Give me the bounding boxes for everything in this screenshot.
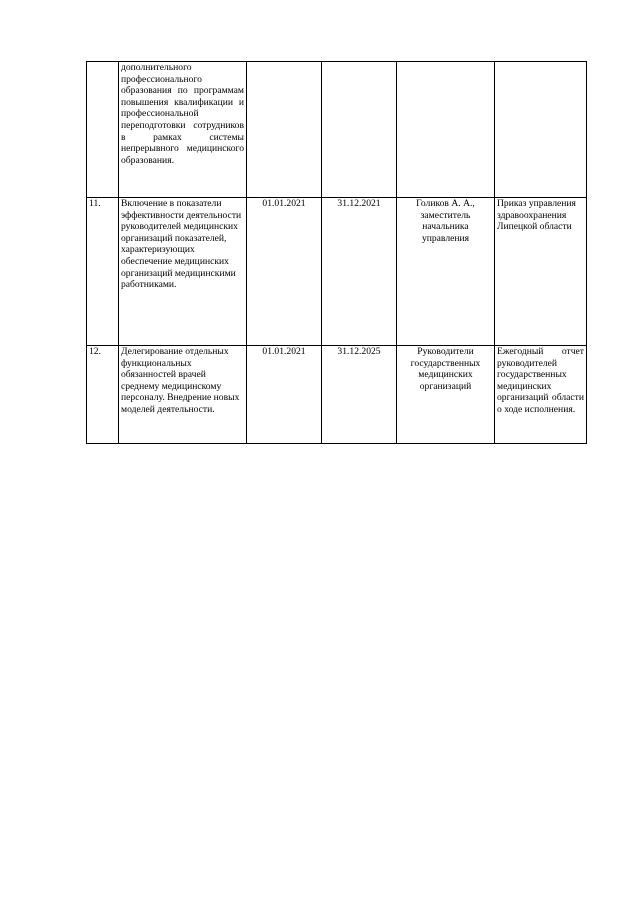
end-date-cell: 31.12.2021: [322, 198, 397, 346]
result-cell: Приказ управления здравоохранения Липецкой области: [495, 198, 587, 346]
table-row: [87, 198, 587, 346]
activity-cell: дополнительного профессионального образования по программам повышения квалификации и профессиональной переподготовки сотрудников в рамках системы непрерывного медицинского образования.: [119, 62, 247, 198]
row-number: 12.: [87, 346, 119, 444]
responsible-cell: Голиков А. А., заместитель начальника управления: [397, 198, 495, 346]
plan-table: [86, 61, 587, 444]
start-date-cell: 01.01.2021: [247, 346, 322, 444]
activity-cell: Делегирование отдельных функциональных обязанностей врачей среднему медицинскому персоналу. Внедрение новых моделей деятельности.: [119, 346, 247, 444]
responsible-cell: [397, 62, 495, 198]
start-date-cell: [247, 62, 322, 198]
end-date-cell: 31.12.2025: [322, 346, 397, 444]
table-row: [87, 62, 587, 198]
activity-cell: Включение в показатели эффективности деятельности руководителей медицинских организаций показателей, характеризующих обеспечение медицинских организаций медицинскими работниками.: [119, 198, 247, 346]
row-number: 11.: [87, 198, 119, 346]
end-date-cell: [322, 62, 397, 198]
responsible-cell: Руководители государственных медицинских организаций: [397, 346, 495, 444]
start-date-cell: 01.01.2021: [247, 198, 322, 346]
result-cell: Ежегодный отчет руководителей государственных медицинских организаций области о ходе исполнения.: [495, 346, 587, 444]
result-cell: [495, 62, 587, 198]
table-row: [87, 346, 587, 444]
row-number: [87, 62, 119, 198]
